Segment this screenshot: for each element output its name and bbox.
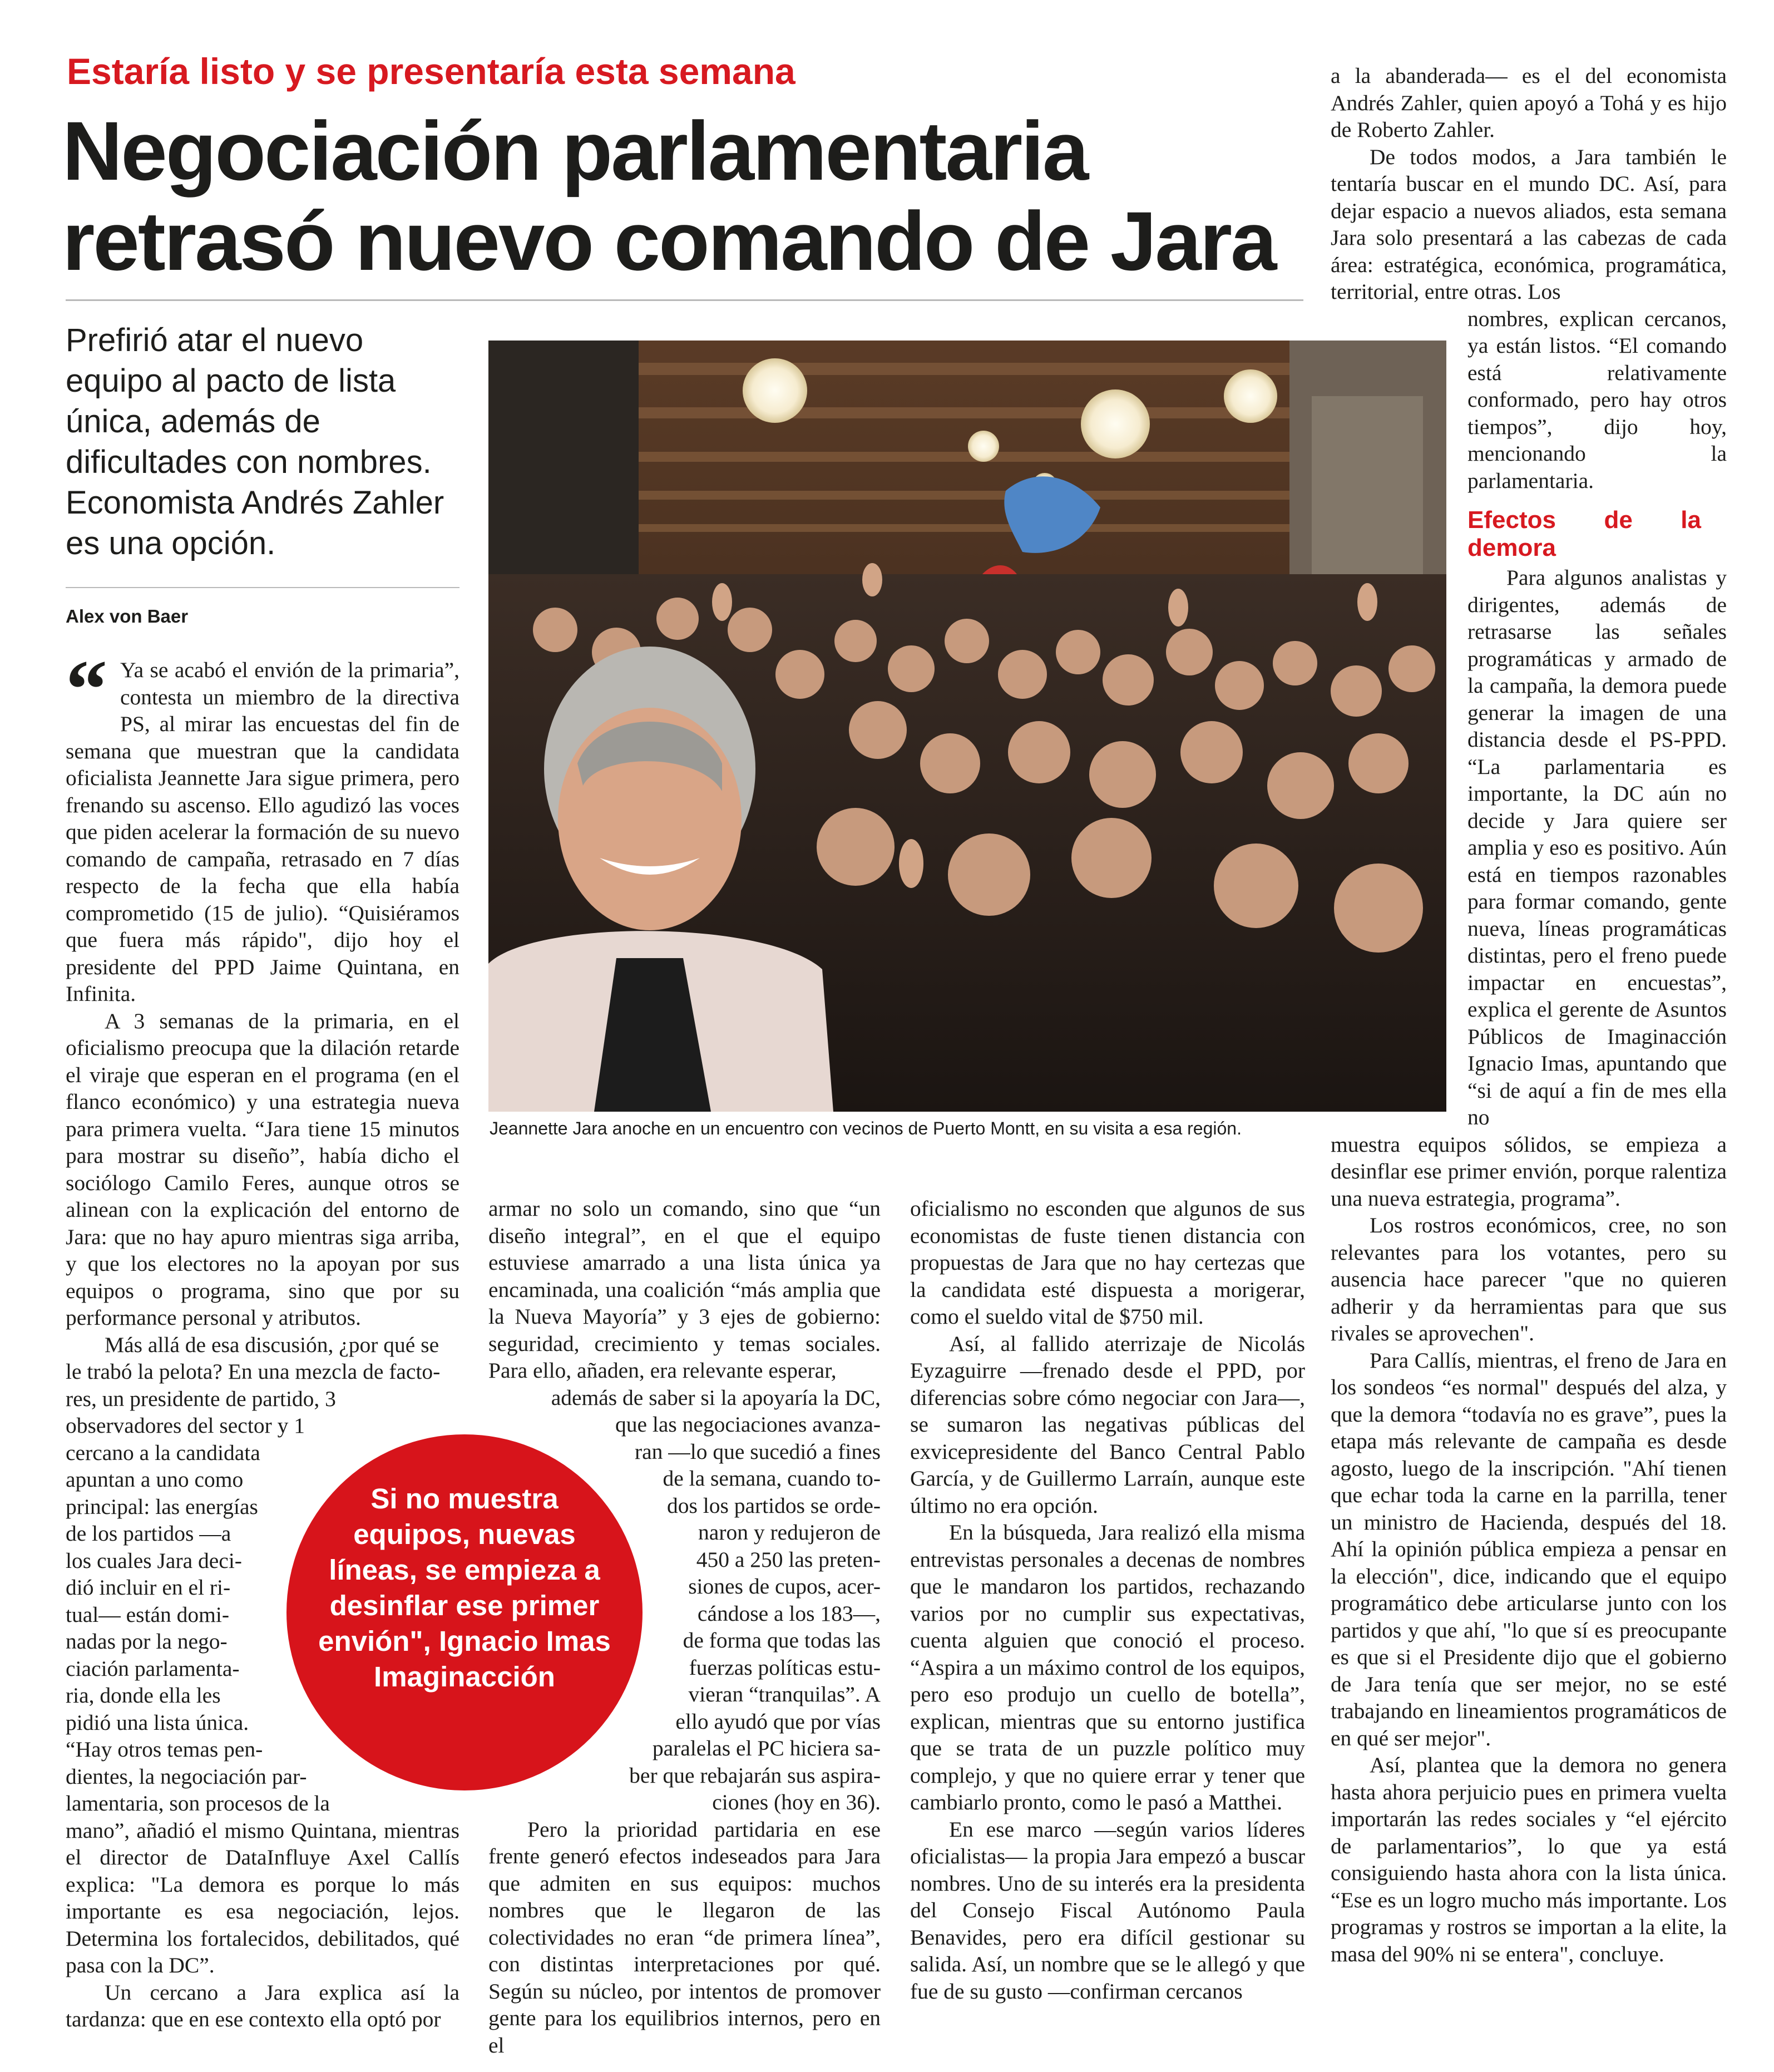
text-line: cercano a la candidata [66,1440,260,1465]
paragraph-2: A 3 semanas de la primaria, en el oficialismo preocupa que la dilación retarde el viraje que esperan en el programa (en el flanco económico) y una estrategia nueva para primera vuelta. “Jara tiene 15 minutos para mostrar su diseño”, había dicho el sociólogo Camilo Feres, aunque otros se alinean con la explicación del entorno de Jara: que no hay apuro mientras siga arriba, y que los electores no la apoyan por sus equipos o programa, sino que por su performance personal y atributos. [66,1008,459,1330]
text-line: dos los partidos se orde- [667,1493,881,1518]
text-line: pidió una lista única. [66,1710,249,1735]
opening-quote-mark: “ [66,643,107,736]
text-line: cándose a los 183—, [697,1601,881,1626]
paragraph-13: Para algunos analistas y dirigentes, además de retrasarse las señales programáticas y armado de la campaña, la demora puede generar la imagen de una distancia desde el PS-PPD. “La parlamentaria es importante, la DC aún no decide y Jara quiere ser amplia y eso es positivo. Aún está en tiempos razonables para formar comando, gente nueva, líneas programáticas distintas, pero el freno puede impactar en encuestas”, explica el gerente de Asuntos Públicos de Imaginacción Ignacio Imas, apuntando que “si de aquí a fin de mes ella no [1467,565,1727,1129]
text-line: ria, donde ella les [66,1683,221,1708]
paragraph-8: Así, al fallido aterrizaje de Nicolás Eyzaguirre —frenado desde el PPD, por diferencias sobre cómo negociar con Jara—, se sumaron las negativas públicas del exvicepresidente del Banco Central Pablo García, y de Guillermo Larraín, aunque este último no era opción. [910,1331,1305,1518]
text-line: principal: las energías [66,1494,258,1519]
text-line: 450 a 250 las preten- [696,1547,881,1572]
headline [62,106,1342,286]
article-column-3 [910,1195,1305,2005]
byline-rule [66,587,459,588]
deck: Prefirió atar el nuevo equipo al pacto de lista única, además de dificultades con nombres. Economista Andrés Zahler es una opción. [66,322,444,561]
event-photo [488,341,1446,1112]
subhead-efectos: Efectos de la demora [1467,506,1701,561]
photo-caption: Jeannette Jara anoche en un encuentro con vecinos de Puerto Montt, en su visita a esa región. [490,1118,1242,1138]
text-line: fuerzas políticas estu- [689,1655,881,1680]
paragraph-5: armar no solo un comando, sino que “un diseño integral”, en el que el equipo estuviese amarrado a una lista única ya encaminada, una coalición “más amplia que la Nueva Mayoría” y 3 ejes de gobierno: seguridad, crecimiento y temas sociales. Para ello, añaden, era relevante esperar, [488,1196,881,1383]
paragraph-13-wide: muestra equipos sólidos, se empieza a desinflar ese primer envión, porque ralentiza una nueva estrategia, programa”. [1331,1132,1727,1211]
text-line: ello ayudó que por vías [675,1709,881,1734]
text-line: tual— están domi- [66,1602,229,1627]
text-line: “Hay otros temas pen- [66,1737,263,1762]
paragraph-1-text: Ya se acabó el envión de la primaria”, contesta un miembro de la directiva PS, al mirar las encuestas del fin de semana que muestran que la candidata oficialista Jeannette Jara sigue primera, pero frenando su ascenso. Ello agudizó las voces que piden acelerar la formación de su nuevo comando de campaña, retrasado en 7 días respecto de la fecha que ella había comprometido (15 de julio). “Quisiéramos que fuera más rápido", dijo hoy el presidente del PPD Jaime Quintana, en Infinita. [66,658,459,1006]
paragraph-10: En ese marco —según varios líderes oficialistas— la propia Jara empezó a buscar nombres. Uno de su interés era la presidenta del Consejo Fiscal Autónomo Paula Benavides, pero era difícil gestionar su salida. Así, un nombre que se le allegó y que fue de su gusto —confirman cercanos [910,1817,1305,2004]
paragraph-1 [66,643,459,1008]
byline: Alex von Baer [66,606,189,626]
text-line: ciones (hoy en 36). [712,1790,881,1814]
text-line: nadas por la nego- [66,1629,228,1654]
text-line: observadores del sector y 1 [66,1413,305,1438]
article-column-1 [66,643,459,2033]
paragraph-6: Pero la prioridad partidaria en ese frente generó efectos indeseados para Jara que admiten en sus equipos: muchos nombres que le llegaron de las colectividades no eran “de primera línea”, con distintas interpretaciones por qué. Según su núcleo, por intentos de promover gente para los equilibrios internos, pero en el [488,1817,881,2058]
text-line: Más allá de esa discusión, ¿por qué se [105,1332,439,1357]
text-line: de los partidos —a [66,1521,231,1546]
text-line: dientes, la negociación par- [66,1764,307,1789]
paragraph-4: Un cercano a Jara explica así la tardanza: que en ese contexto ella optó por [66,1980,459,2031]
paragraph-3-rest: mano”, añadió el mismo Quintana, mientras el director de DataInfluye Axel Callís explica: "La demora es porque lo más importante es esa negociación, lejos. Determina los fortalecidos, debilitados, qué pasa con la DC”. [66,1818,459,1977]
crowd-photo-illustration [488,341,1446,1112]
paragraph-7: oficialismo no esconden que algunos de sus economistas de fuste tienen distancia con propuestas de Jara que no hay certezas que la candidata esté dispuesta a morigerar, como el sueldo vital de $750 mil. [910,1196,1305,1329]
pull-quote: Si no muestra equipos, nuevas líneas, se empieza a desinflar ese primer envión", Ignacio Imas Imaginacción [318,1483,611,1693]
text-line: que las negociaciones avanza- [615,1412,881,1437]
article-column-4 [1331,62,1727,1967]
text-line: dió incluir en el ri- [66,1575,231,1600]
kicker: Estaría listo y se presentaría esta semana [67,51,795,92]
headline-line-2: retrasó nuevo comando de Jara [62,194,1276,288]
text-line: apuntan a uno como [66,1467,244,1492]
text-line: ber que rebajarán sus aspira- [629,1763,881,1788]
paragraph-14: Los rostros económicos, cree, no son relevantes para los votantes, pero su ausencia hace parecer "que no quieren adherir y da herramientas para que sus rivales se aprovechen". [1331,1213,1727,1345]
text-line: naron y redujeron de [698,1520,881,1545]
text-line: siones de cupos, acer- [688,1574,881,1599]
paragraph-11: a la abanderada— es el del economista Andrés Zahler, quien apoyó a Tohá y es hijo de Roberto Zahler. [1331,63,1727,142]
text-line: de forma que todas las [683,1628,881,1652]
text-line: paralelas el PC hiciera sa- [652,1736,881,1760]
headline-rule [66,299,1303,301]
headline-line-1: Negociación parlamentaria [62,104,1088,198]
paragraph-15: Para Callís, mientras, el freno de Jara en los sondeos “es normal" después del alza, y que la demora “todavía no es grave”, pues la etapa más relevante de campaña es desde agosto, luego de la inscripción. "Ahí tienen que echar toda la carne en la parrilla, tener un ministro de Hacienda, después del 18. Ahí la opinión pública empieza a pensar en la elección", dice, indicando que el equipo programático debe articularse junto con los partidos y que ahí, "lo que sí es preocupante es que si el Presidente dijo que el gobierno de Jara tenía que ser mejor, no se esté trabajando en lineamientos programáticos de en qué ser mejor". [1331,1348,1727,1750]
text-line: además de saber si la apoyaría la DC, [551,1385,881,1410]
paragraph-12: De todos modos, a Jara también le tentaría buscar en el mundo DC. Así, para dejar espacio a nuevos aliados, esta semana Jara solo presentará a las cabezas de cada área: estratégica, económica, programática, territorial, entre otras. Los [1331,144,1727,304]
text-line: de la semana, cuando to- [663,1466,881,1491]
text-line: res, un presidente de partido, 3 [66,1386,336,1411]
paragraph-9: En la búsqueda, Jara realizó ella misma entrevistas personales a decenas de nombres que le mandaron los partidos, rechazando varios por no cumplir sus expectativas, cuenta alguien que conoció el proceso. “Aspira a un máximo control de los equipos, pero eso produjo un cuello de botella”, explican, mientras que su entorno justifica que se trata de un puzzle político muy complejo, y que no quiere errar y tener que cambiarlo pronto, como le pasó a Matthei. [910,1520,1305,1814]
text-line: ciación parlamenta- [66,1656,240,1681]
paragraph-12-narrow: nombres, explican cercanos, ya están listos. “El comando está relativamente conformado, pero hay otros tiempos”, dijo hoy, mencionando la parlamentaria. [1467,306,1727,493]
text-line: le trabó la pelota? En una mezcla de facto- [66,1359,441,1384]
text-line: los cuales Jara deci- [66,1548,242,1573]
text-line: ran —lo que sucedió a fines [634,1439,881,1464]
text-line: vieran “tranquilas”. A [688,1682,881,1706]
paragraph-16: Así, plantea que la demora no genera hasta ahora perjuicio pues en primera vuelta importarán las redes sociales y “el ejército de parlamentarios”, lo que ya está consiguiendo hasta ahora con la lista única. “Ese es un logro mucho más importante. Los programas y rostros se importan a la elite, la masa del 90% ni se entera", concluye. [1331,1753,1727,1966]
text-line: lamentaria, son procesos de la [66,1791,330,1816]
